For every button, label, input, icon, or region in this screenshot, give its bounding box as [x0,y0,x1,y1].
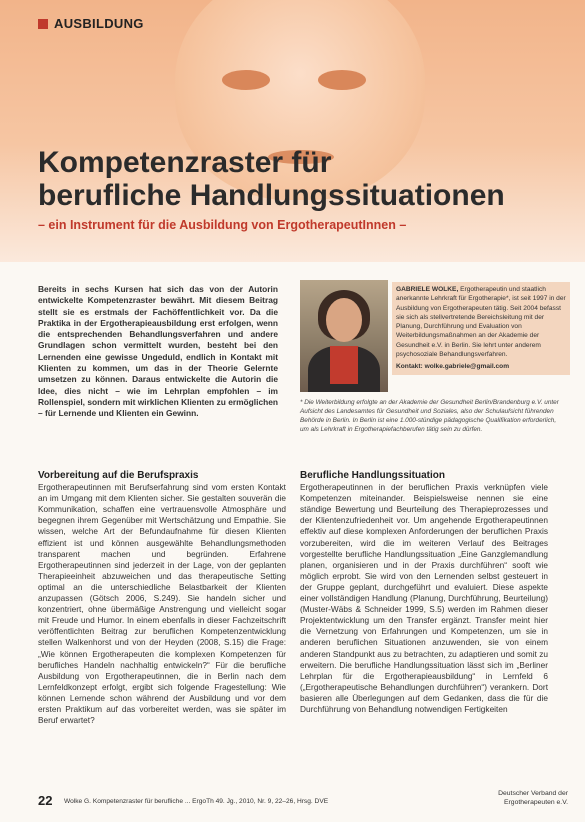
author-photo [300,280,388,392]
left-column [38,470,286,726]
author-contact: Kontakt: wolke.gabriele@gmail.com [396,363,510,371]
page-footer [38,790,568,814]
section-marker-icon [38,19,48,29]
footer-citation: Wolke G. Kompetenzraster für berufliche ... ErgoTh 49. Jg., 2010, Nr. 9, 22–26, Hrsg. DVE [64,798,329,805]
left-column-text: Ergotherapeutinnen mit Berufserfahrung sind vom ersten Kontakt an im Umgang mit dem Klienten sicher. Sie gestalten souverän die Kommunikation, schaffen eine vertrauensvolle Atmosphäre und begegnen ihrem Gegenüber mit Wertschätzung und Empathie. Sie wissen, welche Art der Befundaufnahme für diesen Klienten effizient ist und können ausgewählte Behandlungsmethoden transparent machen und begründen. Erfahrene Ergotherapeutinnen sind jederzeit in der Lage, von der geplanten Therapieeinheit abzuweichen und das therapeutische Setting optimal an die unterschiedliche Belastbarkeit der Klienten anzupassen (Götsch 2006, S.249). Sie handeln sicher und konzentriert, ohne übermäßige Anstrengung und vielleicht sogar mit Freude und Humor. In einem ebenfalls in dieser Fachzeitschrift veröffentlichten Beitrag zur beruflichen Kompetenzentwicklung stellen Walkenhorst und von der Heyden (2008, S.15) die Frage: „Wie können Ergotherapeuten die komplexen Kompetenzen für berufliches Handeln nachhaltig entwickeln?“ Für die berufliche Ausbildung von Ergotherapeutinnen, die in Berlin nach dem Lernfeldkonzept erfolgt, ergibt sich folgende Fragestellung: Wie können Lernende schon während der Ausbildung und vor dem ersten Praktikum auf das vorbereitet werden, was sie später im Beruf erwartet? [38,482,286,726]
right-column [300,470,548,715]
title-line-1: Kompetenzraster für [38,146,332,179]
intro-paragraph: Bereits in sechs Kursen hat sich das von der Autorin entwickelte Kompetenzraster bewährt. Mit diesem Beitrag stellt sie es erstmals der Fachöffentlichkeit vor. Da die Praktika in der Ergotherapieausbildung erst erfolgen, wenn die entsprechenden Behandlungsverfahren und andere Grundlagen schon vermittelt wurden, besteht bei den Lernenden eine gewisse Ungeduld, endlich in Kontakt mit Klienten zu kommen, um das in der Theorie Gelernte umsetzen zu können. Daraus entwickelte die Autorin die Idee, dies nicht – wie im Lehrplan empfohlen – im Rollenspiel, sondern mit wirklichen Klienten zu ermöglichen – für Lernende und Klienten ein Gewinn. [38,284,278,419]
author-bio-text: Ergotherapeutin und staatlich anerkannte Lehrkraft für Ergotherapie*, ist seit 1997 in der Ausbildung von Ergotherapeuten tätig. Seit 2004 befasst sie sich als stellvertretende Bereichsleitung mit der Planung, Durchführung und Evaluation von Weiterbildungsmaßnahmen an der Akademie der Gesundheit e.V. in Berlin. Sie lehrt unter anderem psychosoziale Behandlungsverfahren. [396,286,566,359]
author-bio [392,282,570,375]
mask-left-eye [222,70,270,90]
article-title [38,146,558,212]
page-number: 22 [38,793,53,808]
right-column-text: Ergotherapeutinnen in der beruflichen Praxis verknüpfen viele Kompetenzen miteinander. Beispielsweise nennen sie eine ständige Bewertung und Beurteilung des Therapieprozesses und der Klientenzufriedenheit vor. Um angehende Ergotherapeutinnen effektiv auf diese komplexen Anforderungen der beruflichen Praxis vorzubereiten, wird die im weiteren Verlauf des Beitrages vorgestellte berufliche Handlungssituation „Eine Ganzglemandlung planen, organisieren und in der Praxis durchführen“ sooft wie möglich erprobt. Sie wird von den Lernenden selbst gesteuert in der Gruppe geplant, durchgeführt und evaluiert. Diese aspekte einer vollständigen Handlung (Planung, Durchführung, Beurteilung) (Muster-Wäbs & Schneider 1999, S.5) werden im Rahmen dieser Projektentwicklung um den Transfer ergänzt. Transfer meint hier die Vernetzung von Erfahrungen und Kompetenzen, um sie in anderen beruflichen Situationen anzuwenden, sie von einem anderen Standpunkt aus zu betrachten, zu adaptieren und somit zu erweitern. Die berufliche Handlungssituation lässt sich im „Berliner Lehrplan für die Ergotherapieausbildung“ in Lernfeld 6 („Ergotherapeutische Behandlungen durchführen“) verankern. Dort basieren alle Überlegungen auf dem Gedanken, dass die für die Durchführung von Behandlung notwendigen Fertigkeiten [300,482,548,714]
title-line-2: berufliche Handlungssituationen [38,179,505,212]
right-column-heading: Berufliche Handlungssituation [300,470,446,481]
section-label [38,16,144,31]
mask-right-eye [318,70,366,90]
publisher-name: Deutscher Verband der Ergotherapeuten e.V. [498,790,568,806]
footnote: * Die Weiterbildung erfolgte an der Akademie der Gesundheit Berlin/Brandenburg e.V. unter Aufsicht des Landesamtes für Gesundheit und Soziales, also der Schulaufsicht führenden Behörde in Berlin. In Berlin ist eine 1.000-stündige pädagogische Qualifikation erforderlich, um als Lehrkraft in Ergotherapiefachberufen tätig sein zu dürfen. [300,399,559,433]
author-name: GABRIELE WOLKE, [396,286,459,293]
article-subtitle: – ein Instrument für die Ausbildung von ErgotherapeutInnen – [38,218,407,232]
left-column-heading: Vorbereitung auf die Berufspraxis [38,470,199,481]
section-label-text: AUSBILDUNG [54,16,144,31]
